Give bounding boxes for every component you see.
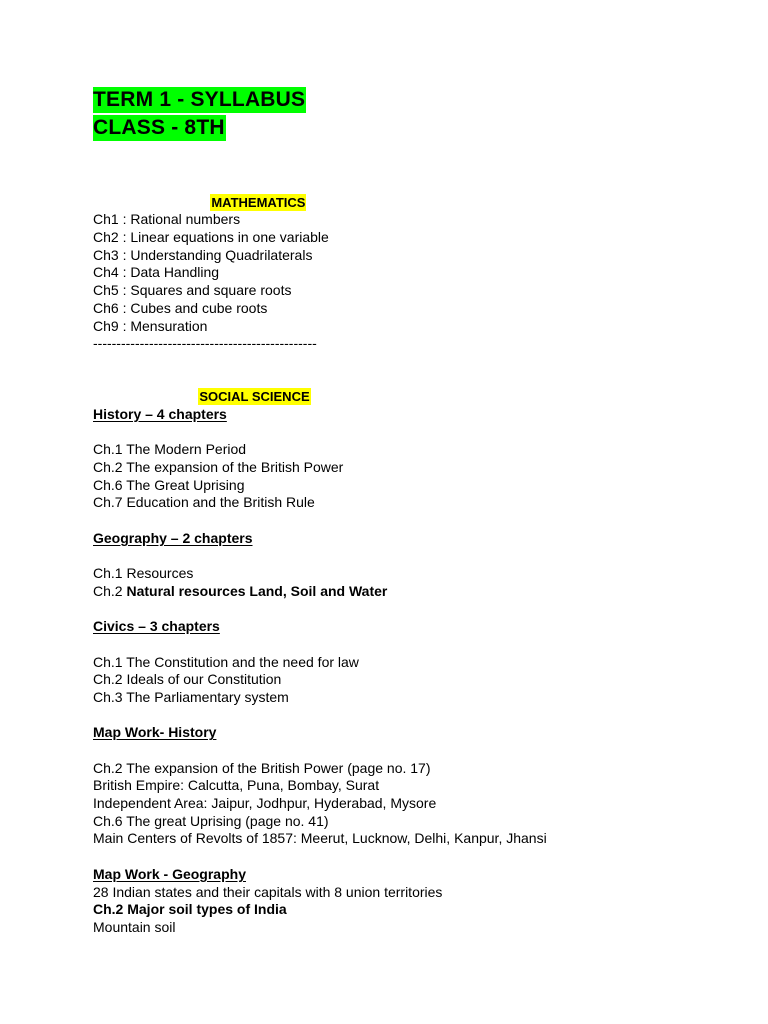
map-geography-heading: Map Work - Geography [93, 865, 246, 882]
social-science-heading: SOCIAL SCIENCE [199, 389, 310, 405]
title-term-line [93, 86, 713, 114]
geography-chapter-2-title: Natural resources Land, Soil and Water [126, 582, 388, 599]
title-class-line [93, 114, 713, 142]
title-term: TERM 1 - SYLLABUS [93, 88, 306, 111]
math-chapter: Ch9 : Mensuration [93, 317, 208, 334]
geography-chapter-2 [93, 583, 713, 601]
civics-chapter: Ch.3 The Parliamentary system [93, 688, 289, 705]
social-science-heading-line [93, 371, 713, 405]
civics-chapter: Ch.1 The Constitution and the need for law [93, 653, 359, 670]
map-history-heading: Map Work- History [93, 724, 217, 741]
math-chapter: Ch3 : Understanding Quadrilaterals [93, 246, 313, 263]
syllabus-document [93, 86, 713, 937]
history-chapter: Ch.6 The Great Uprising [93, 476, 245, 493]
history-chapter: Ch.7 Education and the British Rule [93, 494, 315, 511]
math-chapter: Ch6 : Cubes and cube roots [93, 299, 268, 316]
civics-heading: Civics – 3 chapters [93, 618, 220, 635]
math-chapter: Ch4 : Data Handling [93, 264, 220, 281]
math-chapter: Ch2 : Linear equations in one variable [93, 229, 329, 246]
math-chapter: Ch1 : Rational numbers [93, 211, 241, 228]
history-heading: History – 4 chapters [93, 405, 227, 422]
map-history-line: British Empire: Calcutta, Puna, Bombay, Surat [93, 777, 380, 794]
civics-chapter: Ch.2 Ideals of our Constitution [93, 671, 282, 688]
geography-heading: Geography – 2 chapters [93, 529, 253, 546]
geography-chapter: Ch.1 Resources [93, 565, 194, 582]
math-chapter: Ch5 : Squares and square roots [93, 282, 292, 299]
map-history-line: Main Centers of Revolts of 1857: Meerut, Lucknow, Delhi, Kanpur, Jhansi [93, 830, 547, 847]
math-heading: MATHEMATICS [211, 194, 306, 210]
math-heading-line [93, 176, 713, 210]
history-chapter: Ch.2 The expansion of the British Power [93, 459, 344, 475]
map-geography-line: Mountain soil [93, 918, 176, 935]
map-geography-line: 28 Indian states and their capitals with 8 union territories [93, 883, 443, 900]
map-history-line: Ch.2 The expansion of the British Power (page no. 17) [93, 759, 431, 776]
history-chapter: Ch.1 The Modern Period [93, 441, 247, 458]
map-geography-soil-heading: Ch.2 Major soil types of India [93, 901, 287, 918]
map-history-line: Ch.6 The great Uprising (page no. 41) [93, 812, 329, 829]
divider: ------------------------------------------------ [93, 335, 317, 352]
title-class: CLASS - 8TH [93, 116, 225, 139]
map-history-line: Independent Area: Jaipur, Jodhpur, Hyderabad, Mysore [93, 795, 437, 812]
geography-chapter-2-prefix: Ch.2 [93, 582, 127, 599]
